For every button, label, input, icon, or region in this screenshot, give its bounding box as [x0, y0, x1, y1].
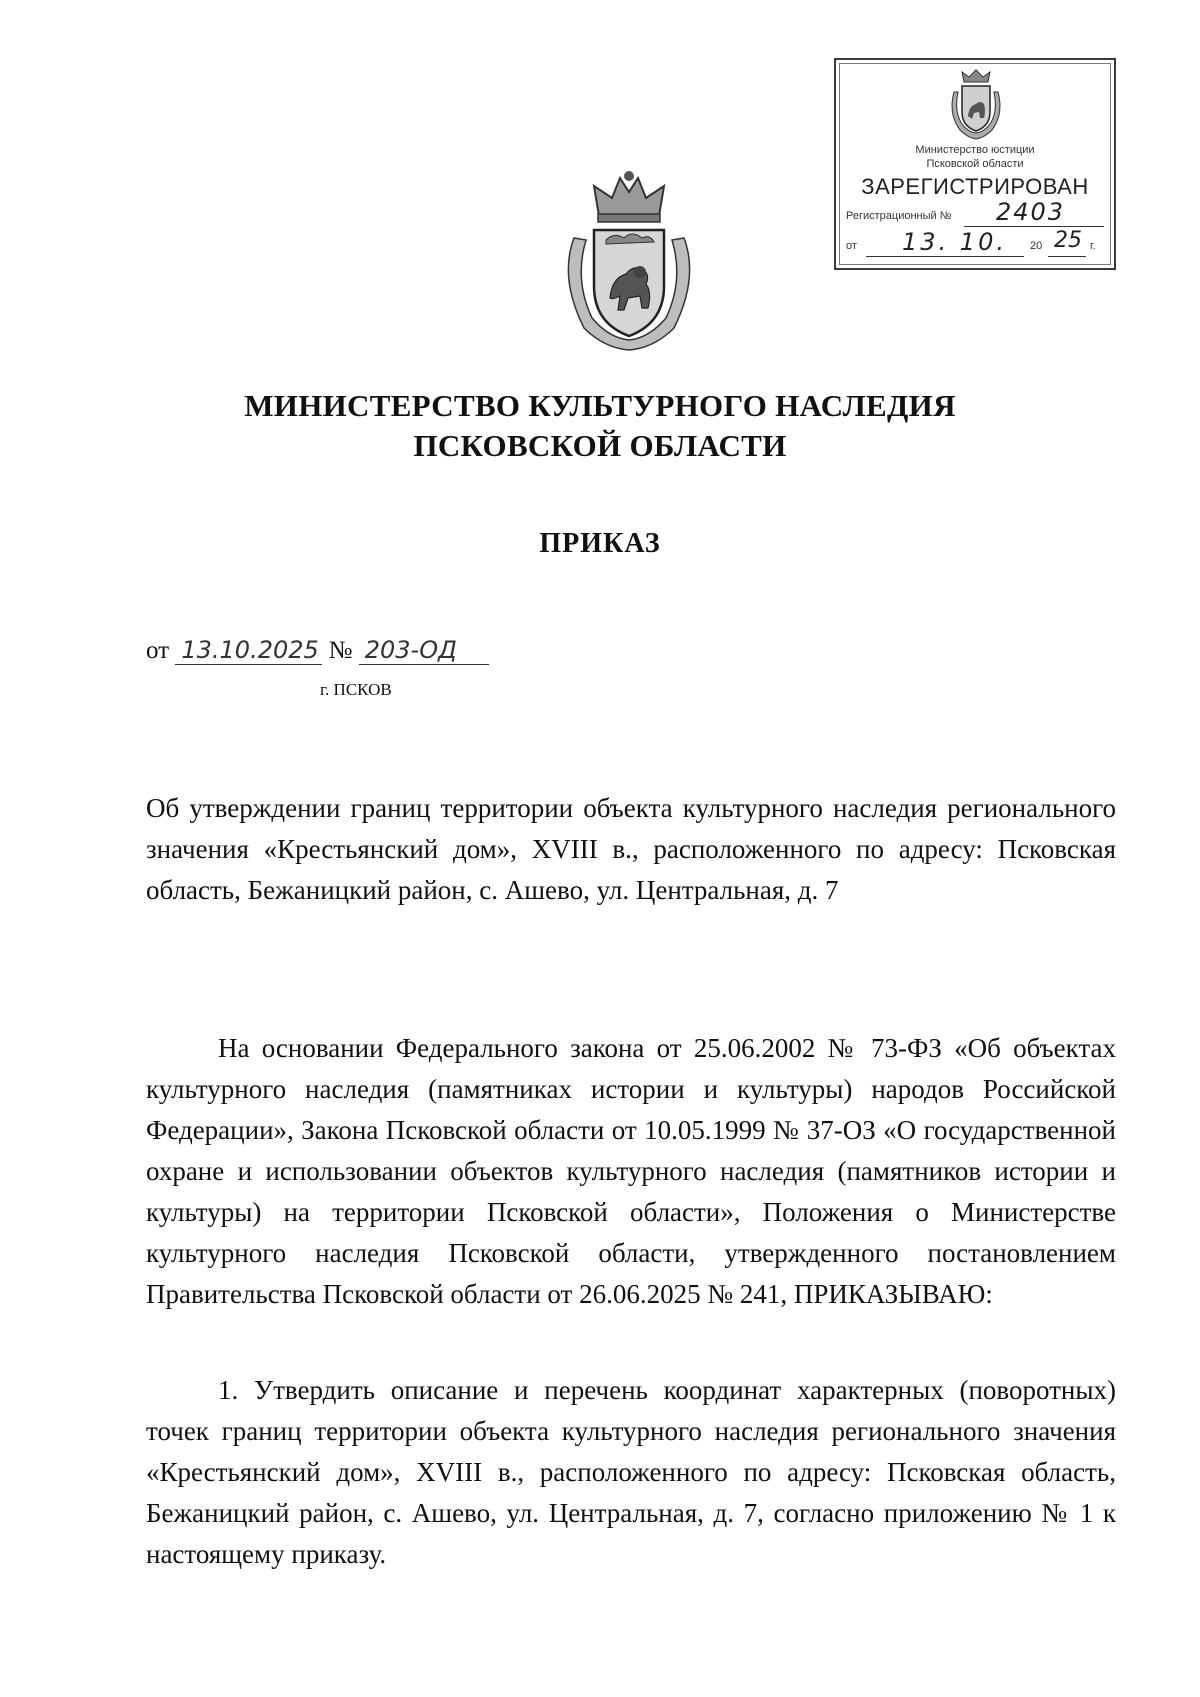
ministry-title-line1: МИНИСТЕРСТВО КУЛЬТУРНОГО НАСЛЕДИЯ	[244, 388, 956, 423]
stamp-status: ЗАРЕГИСТРИРОВАН	[861, 174, 1089, 199]
order-number: 203-ОД	[359, 636, 489, 665]
order-date-label: от	[146, 637, 170, 664]
stamp-year-prefix: 20	[1030, 240, 1043, 252]
order-date: 13.10.2025	[175, 636, 322, 665]
stamp-year-underline	[1048, 256, 1086, 257]
stamp-date-label: от	[846, 240, 857, 252]
stamp-reg-underline	[964, 226, 1104, 227]
stamp-date-underline	[866, 256, 1024, 257]
order-subject: Об утверждении границ территории объекта культурного наследия регионального значения «Крестьянский дом», XVIII в., расположенного по адресу: Псковская область, Бежаницкий район, с. Ашево, ул. Центральная, д. 7	[146, 793, 1116, 905]
ministry-title-line2: ПСКОВСКОЙ ОБЛАСТИ	[413, 428, 787, 463]
stamp-reg-label: Регистрационный №	[846, 210, 952, 222]
stamp-emblem-icon	[948, 68, 1004, 140]
stamp-year: 25	[1054, 228, 1082, 253]
coat-of-arms-emblem	[554, 168, 704, 353]
stamp-org-line1: Министерство юстиции	[915, 144, 1035, 156]
stamp-date: 13. 10.	[902, 228, 1007, 256]
stamp-year-suffix: г.	[1090, 240, 1096, 252]
stamp-org-line2: Псковской области	[926, 158, 1024, 170]
order-city: г. ПСКОВ	[320, 680, 392, 699]
document-type: ПРИКАЗ	[539, 528, 661, 559]
order-date-number-line	[146, 636, 489, 665]
order-item-1: 1. Утвердить описание и перечень координат характерных (поворотных) точек границ территории объекта культурного наследия регионального значения «Крестьянский дом», XVIII в., расположенного по адресу: Псковская область, Бежаницкий район, с. Ашево, ул. Центральная, д. 7, согласно приложению № 1 к настоящему приказу.	[146, 1375, 1116, 1569]
stamp-reg-number: 2403	[996, 198, 1066, 226]
order-number-label: №	[328, 637, 353, 664]
order-basis-paragraph: На основании Федерального закона от 25.06.2002 № 73-ФЗ «Об объектах культурного наследия (памятниках истории и культуры) народов Российской Федерации», Закона Псковской области от 10.05.1999 № 37-ОЗ «О государственной охране и использовании объектов культурного наследия (памятников истории и культуры) на территории Псковской области», Положения о Министерстве культурного наследия Псковской области, утвержденного постановлением Правительства Псковской области от 26.06.2025 № 241, ПРИКАЗЫВАЮ:	[146, 1033, 1116, 1309]
registration-stamp	[834, 58, 1116, 270]
